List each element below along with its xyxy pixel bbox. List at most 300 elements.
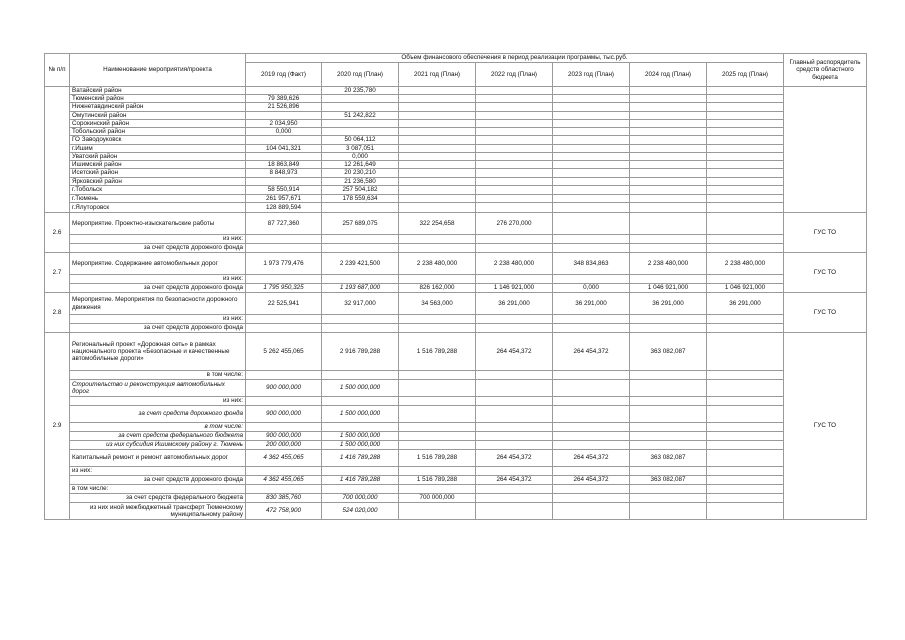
- value-cell: [707, 432, 784, 441]
- value-cell: [246, 371, 322, 380]
- value-cell: [476, 161, 553, 169]
- row-name: г.Ялуторовск: [70, 203, 246, 213]
- row-number: 2.6: [45, 213, 70, 253]
- value-cell: [246, 152, 322, 160]
- value-cell: 264 454,372: [476, 450, 553, 467]
- value-cell: [707, 169, 784, 177]
- value-cell: [553, 203, 630, 213]
- value-cell: [630, 406, 707, 423]
- value-cell: [399, 244, 476, 253]
- row-number: 2.9: [45, 333, 70, 520]
- value-cell: [322, 275, 399, 284]
- value-cell: [707, 450, 784, 467]
- value-cell: [707, 476, 784, 485]
- row-name: в том числе:: [70, 423, 246, 432]
- value-cell: [399, 177, 476, 185]
- value-cell: 261 957,671: [246, 194, 322, 202]
- value-cell: [322, 315, 399, 324]
- value-cell: [707, 371, 784, 380]
- value-cell: [322, 119, 399, 127]
- row-name: из них иной межбюджетный трансферт Тюменскому муниципальному району: [70, 503, 246, 520]
- value-cell: [399, 169, 476, 177]
- value-cell: [707, 380, 784, 397]
- value-cell: [630, 315, 707, 324]
- value-cell: [707, 494, 784, 503]
- value-cell: [246, 87, 322, 95]
- table-row: [45, 169, 867, 177]
- value-cell: [630, 177, 707, 185]
- value-cell: 87 727,360: [246, 213, 322, 235]
- value-cell: 22 525,941: [246, 293, 322, 315]
- value-cell: [630, 380, 707, 397]
- row-name: Региональный проект «Дорожная сеть» в рамках национального проекта «Безопасные и качественные автомобильные дороги»: [70, 333, 246, 371]
- value-cell: [553, 397, 630, 406]
- table-row: [45, 503, 867, 520]
- value-cell: 276 270,000: [476, 213, 553, 235]
- value-cell: [476, 432, 553, 441]
- value-cell: [246, 244, 322, 253]
- value-cell: [322, 324, 399, 333]
- value-cell: [707, 128, 784, 136]
- table-row: [45, 441, 867, 450]
- value-cell: [399, 441, 476, 450]
- value-cell: 36 291,000: [630, 293, 707, 315]
- value-cell: [553, 324, 630, 333]
- value-cell: [399, 503, 476, 520]
- value-cell: [553, 111, 630, 119]
- table-row: [45, 213, 867, 235]
- value-cell: [399, 95, 476, 103]
- row-name: Омутинский район: [70, 111, 246, 119]
- value-cell: 1 193 687,000: [322, 284, 399, 293]
- value-cell: 20 230,210: [322, 169, 399, 177]
- table-row: [45, 144, 867, 152]
- value-cell: 1 046 921,000: [707, 284, 784, 293]
- value-cell: [707, 333, 784, 371]
- value-cell: [707, 485, 784, 494]
- value-cell: 1 973 779,476: [246, 253, 322, 275]
- value-cell: [553, 406, 630, 423]
- value-cell: [630, 152, 707, 160]
- header-row-top: [45, 54, 867, 63]
- value-cell: [476, 103, 553, 111]
- value-cell: 1 516 789,288: [399, 476, 476, 485]
- value-cell: 2 238 480,000: [630, 253, 707, 275]
- value-cell: [630, 128, 707, 136]
- value-cell: [476, 494, 553, 503]
- row-name: Мероприятие. Проектно-изыскательские работы: [70, 213, 246, 235]
- value-cell: 4 362 455,065: [246, 450, 322, 467]
- manager-cell: [784, 87, 867, 213]
- value-cell: 3 087,051: [322, 144, 399, 152]
- row-name: из них:: [70, 235, 246, 244]
- value-cell: [707, 87, 784, 95]
- value-cell: [707, 423, 784, 432]
- value-cell: [476, 203, 553, 213]
- value-cell: [399, 87, 476, 95]
- value-cell: [553, 244, 630, 253]
- value-cell: [707, 467, 784, 476]
- value-cell: [630, 503, 707, 520]
- value-cell: 264 454,372: [476, 333, 553, 371]
- value-cell: 50 064,112: [322, 136, 399, 144]
- value-cell: 900 000,000: [246, 432, 322, 441]
- value-cell: [399, 103, 476, 111]
- header-name: Наименование мероприятия/проекта: [70, 54, 246, 87]
- value-cell: [476, 152, 553, 160]
- table-row: [45, 397, 867, 406]
- value-cell: 1 416 789,288: [322, 476, 399, 485]
- value-cell: [553, 315, 630, 324]
- value-cell: [476, 185, 553, 194]
- value-cell: [476, 371, 553, 380]
- value-cell: [553, 380, 630, 397]
- value-cell: 0,000: [553, 284, 630, 293]
- row-name: за счет средств дорожного фонда: [70, 324, 246, 333]
- value-cell: [553, 432, 630, 441]
- header-no: № п/п: [45, 54, 70, 87]
- table-row: [45, 152, 867, 160]
- value-cell: [707, 275, 784, 284]
- value-cell: [476, 324, 553, 333]
- value-cell: 900 000,000: [246, 406, 322, 423]
- value-cell: [630, 103, 707, 111]
- value-cell: [399, 152, 476, 160]
- table-row: [45, 185, 867, 194]
- value-cell: [553, 144, 630, 152]
- row-name: за счет средств дорожного фонда: [70, 244, 246, 253]
- value-cell: 178 559,634: [322, 194, 399, 202]
- value-cell: [476, 95, 553, 103]
- manager-cell: ГУС ТО: [784, 253, 867, 293]
- value-cell: 5 262 455,065: [246, 333, 322, 371]
- value-cell: [630, 441, 707, 450]
- value-cell: 0,000: [246, 128, 322, 136]
- value-cell: 36 291,000: [476, 293, 553, 315]
- row-name: Ватайский район: [70, 87, 246, 95]
- value-cell: [553, 185, 630, 194]
- row-name: из них:: [70, 315, 246, 324]
- value-cell: 1 516 789,288: [399, 333, 476, 371]
- manager-cell: ГУС ТО: [784, 293, 867, 333]
- value-cell: 1 146 921,000: [476, 284, 553, 293]
- value-cell: [476, 275, 553, 284]
- row-name: за счет средств дорожного фонда: [70, 406, 246, 423]
- value-cell: [476, 380, 553, 397]
- table-row: [45, 119, 867, 127]
- value-cell: 1 416 789,288: [322, 450, 399, 467]
- value-cell: [476, 235, 553, 244]
- value-cell: 51 242,822: [322, 111, 399, 119]
- value-cell: [399, 194, 476, 202]
- value-cell: [399, 203, 476, 213]
- value-cell: [399, 185, 476, 194]
- value-cell: [630, 194, 707, 202]
- value-cell: 1 500 000,000: [322, 380, 399, 397]
- value-cell: [476, 136, 553, 144]
- table-row: [45, 476, 867, 485]
- table-row: [45, 87, 867, 95]
- table-row: [45, 371, 867, 380]
- value-cell: [707, 441, 784, 450]
- value-cell: [553, 194, 630, 202]
- value-cell: 18 863,849: [246, 161, 322, 169]
- value-cell: [476, 315, 553, 324]
- value-cell: 21 526,896: [246, 103, 322, 111]
- value-cell: [246, 485, 322, 494]
- value-cell: 1 500 000,000: [322, 432, 399, 441]
- row-name: ГО Заводоуковск: [70, 136, 246, 144]
- value-cell: [630, 494, 707, 503]
- value-cell: [553, 235, 630, 244]
- table-row: [45, 161, 867, 169]
- value-cell: [553, 87, 630, 95]
- value-cell: [476, 397, 553, 406]
- value-cell: [630, 119, 707, 127]
- value-cell: [630, 371, 707, 380]
- header-volume: Объем финансового обеспечения в период реализации программы, тыс.руб.: [246, 54, 784, 63]
- value-cell: [399, 161, 476, 169]
- value-cell: [707, 119, 784, 127]
- value-cell: 363 082,087: [630, 476, 707, 485]
- row-name: Мероприятие. Содержание автомобильных дорог: [70, 253, 246, 275]
- value-cell: 12 261,649: [322, 161, 399, 169]
- value-cell: [707, 203, 784, 213]
- value-cell: [399, 275, 476, 284]
- table-row: [45, 284, 867, 293]
- value-cell: [630, 432, 707, 441]
- table-row: [45, 128, 867, 136]
- value-cell: [707, 144, 784, 152]
- table-row: [45, 203, 867, 213]
- value-cell: [246, 275, 322, 284]
- value-cell: [476, 441, 553, 450]
- table-row: [45, 293, 867, 315]
- value-cell: [630, 324, 707, 333]
- value-cell: 348 834,863: [553, 253, 630, 275]
- value-cell: [707, 213, 784, 235]
- value-cell: [246, 423, 322, 432]
- value-cell: [553, 467, 630, 476]
- value-cell: [553, 275, 630, 284]
- value-cell: [630, 397, 707, 406]
- value-cell: [553, 119, 630, 127]
- value-cell: 264 454,372: [476, 476, 553, 485]
- value-cell: 34 563,000: [399, 293, 476, 315]
- value-cell: [476, 467, 553, 476]
- table-row: [45, 136, 867, 144]
- value-cell: [707, 185, 784, 194]
- value-cell: [322, 467, 399, 476]
- table-row: [45, 423, 867, 432]
- value-cell: [630, 111, 707, 119]
- value-cell: [476, 111, 553, 119]
- value-cell: [476, 485, 553, 494]
- value-cell: [553, 423, 630, 432]
- value-cell: 0,000: [322, 152, 399, 160]
- value-cell: 4 362 455,065: [246, 476, 322, 485]
- value-cell: 257 504,182: [322, 185, 399, 194]
- value-cell: [399, 423, 476, 432]
- row-name: за счет средств федерального бюджета: [70, 432, 246, 441]
- value-cell: [707, 136, 784, 144]
- header-manager: Главный распорядитель средств областного бюджета: [784, 54, 867, 87]
- value-cell: [707, 315, 784, 324]
- header-year: 2022 год (План): [476, 63, 553, 87]
- value-cell: 104 041,321: [246, 144, 322, 152]
- value-cell: [322, 128, 399, 136]
- manager-cell: ГУС ТО: [784, 333, 867, 520]
- value-cell: [322, 485, 399, 494]
- value-cell: [553, 494, 630, 503]
- row-name: в том числе:: [70, 371, 246, 380]
- table-row: [45, 432, 867, 441]
- value-cell: 79 389,626: [246, 95, 322, 103]
- table-row: [45, 467, 867, 476]
- value-cell: [553, 152, 630, 160]
- value-cell: 363 082,087: [630, 333, 707, 371]
- row-name: Капитальный ремонт и ремонт автомобильных дорог: [70, 450, 246, 467]
- value-cell: 36 291,000: [707, 293, 784, 315]
- value-cell: 1 795 950,325: [246, 284, 322, 293]
- value-cell: [476, 144, 553, 152]
- value-cell: [553, 95, 630, 103]
- value-cell: [553, 371, 630, 380]
- row-name: Строительство и реконструкция автомобильных дорог: [70, 380, 246, 397]
- value-cell: [553, 485, 630, 494]
- value-cell: [707, 235, 784, 244]
- value-cell: 2 238 480,000: [707, 253, 784, 275]
- value-cell: [476, 119, 553, 127]
- table-row: [45, 275, 867, 284]
- value-cell: [476, 406, 553, 423]
- row-name: г.Ишим: [70, 144, 246, 152]
- value-cell: [246, 467, 322, 476]
- value-cell: [707, 244, 784, 253]
- value-cell: [399, 467, 476, 476]
- value-cell: [553, 503, 630, 520]
- value-cell: 700 000,000: [322, 494, 399, 503]
- value-cell: [399, 144, 476, 152]
- value-cell: 264 454,372: [553, 450, 630, 467]
- value-cell: [707, 111, 784, 119]
- table-row: [45, 244, 867, 253]
- table-row: [45, 235, 867, 244]
- value-cell: [322, 95, 399, 103]
- value-cell: [630, 235, 707, 244]
- value-cell: 2 034,950: [246, 119, 322, 127]
- value-cell: [399, 371, 476, 380]
- value-cell: [399, 136, 476, 144]
- value-cell: [399, 128, 476, 136]
- value-cell: 1 046 921,000: [630, 284, 707, 293]
- value-cell: [246, 136, 322, 144]
- value-cell: [399, 111, 476, 119]
- value-cell: [707, 152, 784, 160]
- value-cell: [630, 185, 707, 194]
- row-name: из них субсидия Ишимскому району г. Тюмень: [70, 441, 246, 450]
- header-year: 2020 год (План): [322, 63, 399, 87]
- row-name: Нижнетавдинский район: [70, 103, 246, 111]
- value-cell: 21 236,580: [322, 177, 399, 185]
- header-year: 2023 год (План): [553, 63, 630, 87]
- header-year: 2024 год (План): [630, 63, 707, 87]
- value-cell: [476, 169, 553, 177]
- value-cell: [399, 119, 476, 127]
- value-cell: [553, 213, 630, 235]
- value-cell: 32 917,000: [322, 293, 399, 315]
- value-cell: 700 000,000: [399, 494, 476, 503]
- value-cell: [476, 423, 553, 432]
- row-name: Ярковский район: [70, 177, 246, 185]
- value-cell: [630, 275, 707, 284]
- row-number: 2.8: [45, 293, 70, 333]
- value-cell: [399, 235, 476, 244]
- value-cell: [707, 503, 784, 520]
- value-cell: 322 254,658: [399, 213, 476, 235]
- value-cell: [553, 128, 630, 136]
- header-year: 2019 год (Факт): [246, 63, 322, 87]
- row-number: 2.7: [45, 253, 70, 293]
- value-cell: [707, 397, 784, 406]
- value-cell: [630, 136, 707, 144]
- row-name: из них:: [70, 467, 246, 476]
- value-cell: [322, 103, 399, 111]
- value-cell: 36 291,000: [553, 293, 630, 315]
- value-cell: 264 454,372: [553, 333, 630, 371]
- table-row: [45, 95, 867, 103]
- value-cell: [246, 315, 322, 324]
- value-cell: [322, 244, 399, 253]
- table-row: [45, 103, 867, 111]
- table-row: [45, 494, 867, 503]
- value-cell: [476, 503, 553, 520]
- table-row: [45, 194, 867, 202]
- value-cell: [630, 95, 707, 103]
- value-cell: 1 500 000,000: [322, 441, 399, 450]
- table-body: [45, 54, 867, 520]
- value-cell: [399, 432, 476, 441]
- row-name: за счет средств федерального бюджета: [70, 494, 246, 503]
- table-row: [45, 253, 867, 275]
- value-cell: [322, 423, 399, 432]
- row-name: г.Тюмень: [70, 194, 246, 202]
- value-cell: [246, 324, 322, 333]
- table-row: [45, 324, 867, 333]
- value-cell: [399, 380, 476, 397]
- table-row: [45, 380, 867, 397]
- value-cell: [630, 467, 707, 476]
- value-cell: 826 162,000: [399, 284, 476, 293]
- value-cell: 2 238 480,000: [399, 253, 476, 275]
- value-cell: [322, 397, 399, 406]
- table-row: [45, 485, 867, 494]
- value-cell: [399, 315, 476, 324]
- value-cell: [707, 95, 784, 103]
- row-name: Тобольский район: [70, 128, 246, 136]
- value-cell: 1 500 000,000: [322, 406, 399, 423]
- value-cell: [476, 128, 553, 136]
- row-name: Тюменский район: [70, 95, 246, 103]
- value-cell: [707, 177, 784, 185]
- value-cell: 200 000,000: [246, 441, 322, 450]
- value-cell: [630, 87, 707, 95]
- row-name: в том числе:: [70, 485, 246, 494]
- value-cell: [476, 177, 553, 185]
- value-cell: [553, 177, 630, 185]
- value-cell: 472 758,900: [246, 503, 322, 520]
- value-cell: [630, 203, 707, 213]
